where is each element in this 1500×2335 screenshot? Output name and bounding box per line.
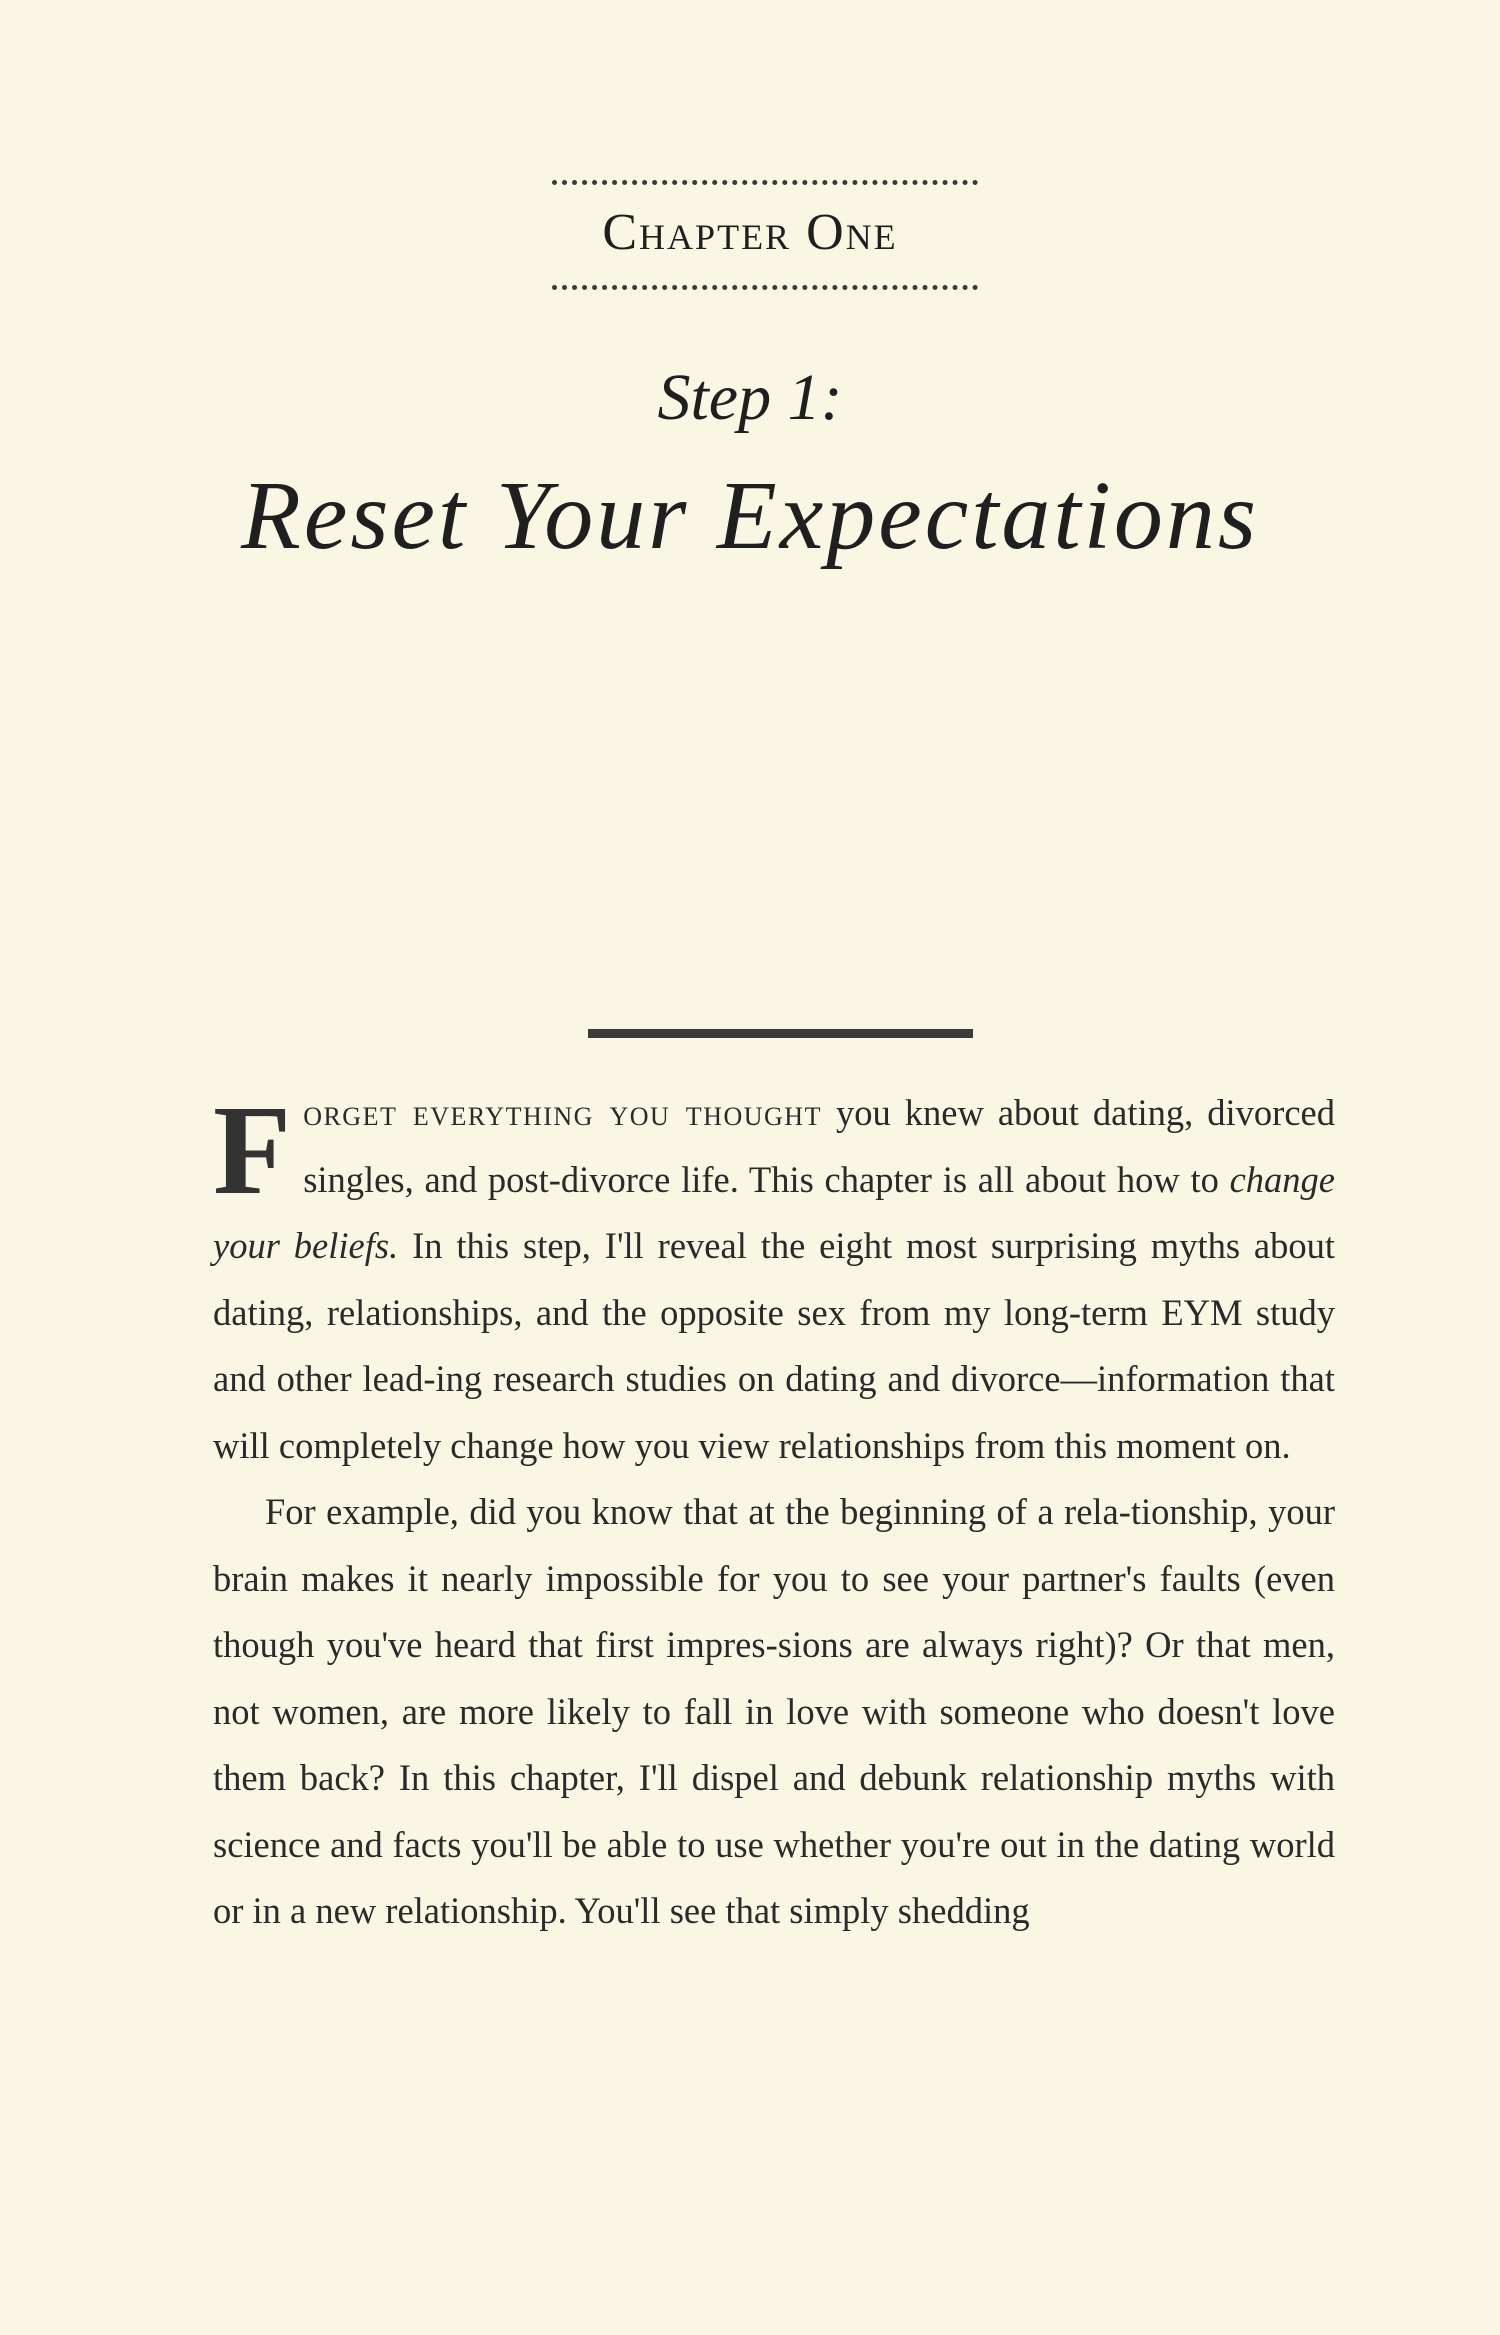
dotted-rule-top: [552, 180, 978, 185]
section-rule: [588, 1029, 973, 1038]
lead-in-text: orget everything you thought: [303, 1092, 822, 1133]
paragraph-2: For example, did you know that at the beginning of a rela-tionship, your brain makes it nearly impossible for you to see your partner's faults (even though you've heard that first impres-sions are always right)? Or that men, not women, are more likely to fall in love with someone who doesn't love them back? In this chapter, I'll dispel and debunk relationship myths with science and facts you'll be able to use whether you're out in the dating world or in a new relationship. You'll see that simply shedding: [213, 1491, 1335, 1931]
chapter-label: Chapter One: [602, 204, 898, 261]
drop-cap: F: [213, 1079, 292, 1221]
paragraph-1: [213, 1080, 1335, 1479]
chapter-title: Reset Your Expectations: [240, 462, 1260, 570]
dotted-rule-bottom: [552, 285, 978, 290]
body-text: [213, 1080, 1335, 1945]
step-title: Step 1:: [657, 361, 843, 434]
emphasis-text: change your beliefs.: [213, 1158, 1335, 1266]
paragraph-1-text-b: In this step, I'll reveal the eight most surprising myths about dating, relationships, and the opposite sex from my long-term EYM study and other lead-ing research studies on dating and divorce—information that will completely change how you view relationships from this moment on.: [213, 1225, 1336, 1466]
paragraph-1-text-a: you knew about dating, divorced singles, and post-divorce life. This chapter is all about how to: [303, 1092, 1335, 1200]
